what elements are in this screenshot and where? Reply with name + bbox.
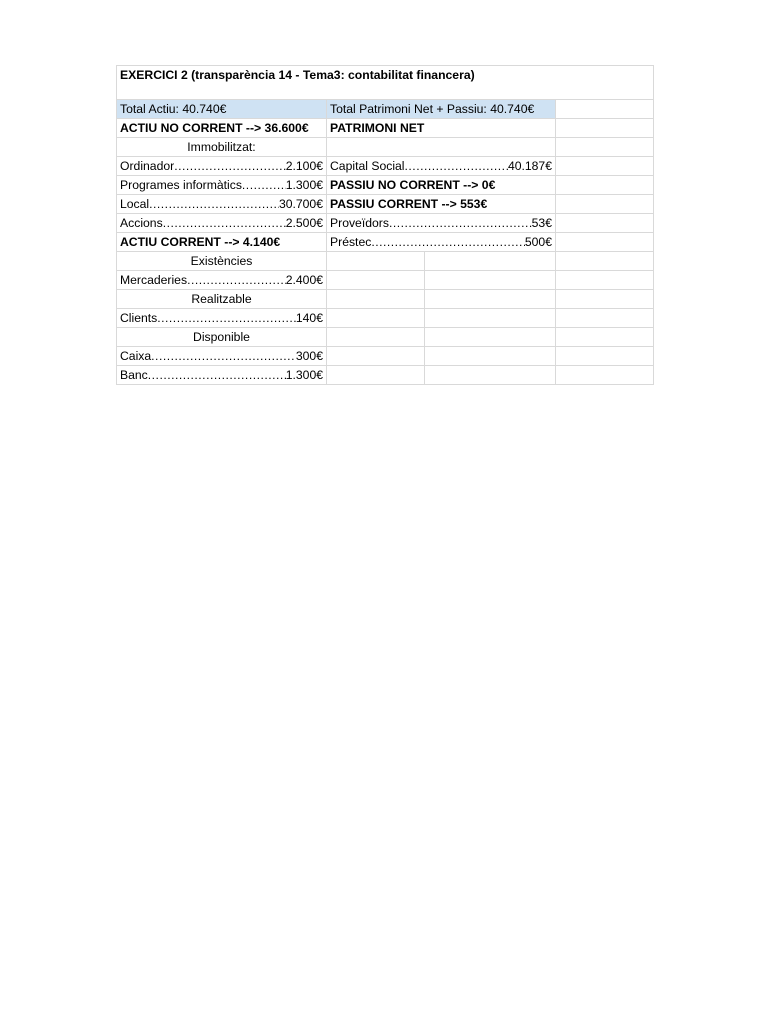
empty-cell[interactable] [327, 271, 425, 290]
item-value: 300€ [295, 349, 323, 363]
empty-cell[interactable] [556, 309, 654, 328]
empty-cell[interactable] [556, 176, 654, 195]
empty-cell[interactable] [327, 347, 425, 366]
proveidors-cell[interactable] [327, 214, 556, 233]
table-row [117, 252, 654, 271]
immobilitzat-label[interactable]: Immobilitzat: [117, 138, 327, 157]
empty-cell[interactable] [425, 328, 556, 347]
actiu-corrent-header[interactable]: ACTIU CORRENT --> 4.140€ [117, 233, 327, 252]
disponible-label[interactable]: Disponible [117, 328, 327, 347]
item-value: 1.300€ [285, 178, 323, 192]
empty-cell[interactable] [425, 252, 556, 271]
table-row [117, 328, 654, 347]
empty-cell[interactable] [425, 271, 556, 290]
empty-cell[interactable] [425, 366, 556, 385]
empty-cell[interactable] [556, 214, 654, 233]
item-label: Préstec [330, 235, 372, 249]
empty-cell[interactable] [556, 119, 654, 138]
item-value: 30.700€ [278, 197, 323, 211]
table-row [117, 195, 654, 214]
empty-cell[interactable] [425, 309, 556, 328]
empty-cell[interactable] [556, 138, 654, 157]
realitzable-label[interactable]: Realitzable [117, 290, 327, 309]
item-label: Proveïdors [330, 216, 389, 230]
empty-cell[interactable] [327, 366, 425, 385]
item-label: Ordinador [120, 159, 175, 173]
prestec-cell[interactable] [327, 233, 556, 252]
empty-cell[interactable] [556, 100, 654, 119]
table-row [117, 271, 654, 290]
existencies-label[interactable]: Existències [117, 252, 327, 271]
item-value: 40.187€ [507, 159, 552, 173]
patrimoni-net-header[interactable]: PATRIMONI NET [327, 119, 556, 138]
passiu-corrent-header[interactable]: PASSIU CORRENT --> 553€ [327, 195, 556, 214]
table-row [117, 157, 654, 176]
empty-cell[interactable] [327, 328, 425, 347]
table-row [117, 290, 654, 309]
empty-cell[interactable] [556, 252, 654, 271]
item-value: 2.400€ [285, 273, 323, 287]
item-label: Caixa [120, 349, 152, 363]
empty-cell[interactable] [327, 252, 425, 271]
totals-row [117, 100, 654, 119]
item-value: 2.500€ [285, 216, 323, 230]
total-passiu-cell[interactable]: Total Patrimoni Net + Passiu: 40.740€ [327, 100, 556, 119]
sheet-title[interactable]: EXERCICI 2 (transparència 14 - Tema3: contabilitat financera) [117, 66, 654, 100]
empty-cell[interactable] [327, 138, 556, 157]
item-label: Clients [120, 311, 158, 325]
item-label: Local [120, 197, 150, 211]
ordinador-cell[interactable] [117, 157, 327, 176]
table-row [117, 366, 654, 385]
empty-cell[interactable] [556, 290, 654, 309]
item-label: Capital Social [330, 159, 405, 173]
balance-sheet [116, 65, 652, 385]
item-label: Mercaderies [120, 273, 188, 287]
banc-cell[interactable] [117, 366, 327, 385]
accions-cell[interactable] [117, 214, 327, 233]
item-label: Banc [120, 368, 148, 382]
item-value: 53€ [531, 216, 552, 230]
actiu-no-corrent-header[interactable]: ACTIU NO CORRENT --> 36.600€ [117, 119, 327, 138]
empty-cell[interactable] [556, 233, 654, 252]
programes-cell[interactable] [117, 176, 327, 195]
item-value: 1.300€ [285, 368, 323, 382]
item-value: 140€ [295, 311, 323, 325]
table-row [117, 347, 654, 366]
balance-table [116, 65, 654, 385]
title-row [117, 66, 654, 100]
empty-cell[interactable] [556, 195, 654, 214]
item-value: 2.100€ [285, 159, 323, 173]
item-label: Programes informàtics [120, 178, 242, 192]
table-row [117, 309, 654, 328]
local-cell[interactable] [117, 195, 327, 214]
table-row [117, 138, 654, 157]
empty-cell[interactable] [556, 366, 654, 385]
table-row [117, 176, 654, 195]
table-row [117, 214, 654, 233]
total-actiu-cell[interactable]: Total Actiu: 40.740€ [117, 100, 327, 119]
caixa-cell[interactable] [117, 347, 327, 366]
empty-cell[interactable] [425, 347, 556, 366]
table-row [117, 233, 654, 252]
item-value: 500€ [524, 235, 552, 249]
table-row [117, 119, 654, 138]
empty-cell[interactable] [556, 271, 654, 290]
empty-cell[interactable] [327, 290, 425, 309]
empty-cell[interactable] [425, 290, 556, 309]
empty-cell[interactable] [556, 347, 654, 366]
capital-social-cell[interactable] [327, 157, 556, 176]
mercaderies-cell[interactable] [117, 271, 327, 290]
empty-cell[interactable] [327, 309, 425, 328]
clients-cell[interactable] [117, 309, 327, 328]
item-label: Accions [120, 216, 163, 230]
empty-cell[interactable] [556, 157, 654, 176]
empty-cell[interactable] [556, 328, 654, 347]
passiu-no-corrent-header[interactable]: PASSIU NO CORRENT --> 0€ [327, 176, 556, 195]
